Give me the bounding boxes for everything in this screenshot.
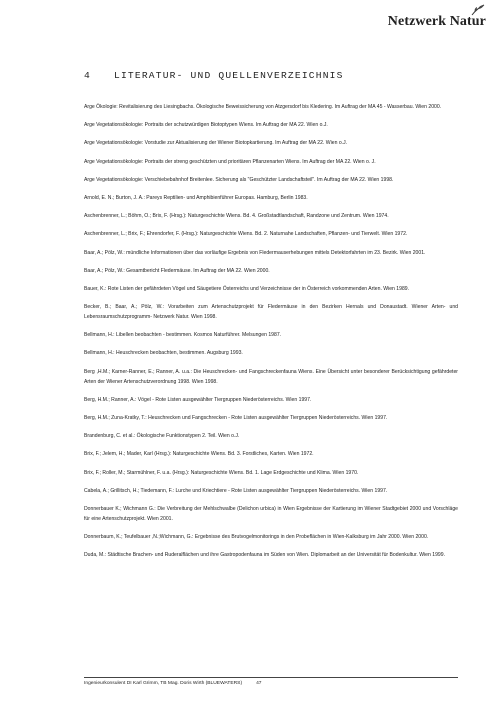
reference-entry: Bauer, K.: Rote Listen der gefährdeten Vögel und Säugetiere Österreichs und Verzeichnisse der in Österreich vorkommenden Arten. Wien 1989.	[84, 285, 410, 292]
reference-entry: Becker, B.; Baar, A.; Pölz, W.: Vorarbeiten zum Artenschutzprojekt für Fledermäuse in den Bezirken Hernals und Donaustadt. Wiener Arten- und Lebensraumschutzprogramm- Netzwerk Natur. Wien 1998.	[84, 304, 458, 321]
reference-entry: Arge Vegetationsökologie: Portraits der schutzwürdigen Biotoptypen Wiens. Im Auftrag der MA 22. Wien o.J.	[84, 122, 328, 129]
reference-entry: Baar, A.; Pölz, W.: Gesamtbericht Fledermäuse. Im Auftrag der MA 22. Wien 2000.	[84, 267, 270, 274]
logo-text: Netzwerk Natur	[387, 14, 486, 29]
reference-entry: Arnold, E. N.; Burton, J. A.: Pareys Reptilien- und Amphibienführer Europas. Hamburg, Berlin 1983.	[84, 194, 308, 201]
section-heading	[84, 70, 344, 81]
reference-entry: Berg ,H.M.; Karner-Ranner, E.; Ranner, A. u.a.: Die Heuschrecken- und Fangschreckenfauna Wiens. Eine Übersicht unter besonderer Berücksichtigung gefährdeter Arten der Wiener Artenschutzverordnung 1998. Wien 1998.	[84, 368, 458, 385]
reference-entry: Bellmann, H.: Libellen beobachten - bestimmen. Kosmos Naturführer. Melsungen 1987.	[84, 332, 282, 339]
section-title: LITERATUR- UND QUELLENVERZEICHNIS	[114, 70, 344, 81]
reference-entry: Brandenburg, C. et al.: Ökologische Funktionstypen 2. Teil. Wien o.J.	[84, 433, 240, 440]
reference-entry: Donnerbauer K.; Wichmann G.: Die Verbreitung der Mehlschwalbe (Delichon urbica) in Wien Ergebnisse der Kartierung im Wiener Stadtgebiet 2000 und Vorschläge für eine Artenschutzprojekt. Wien 2001.	[84, 505, 458, 522]
reference-entry: Aschenbrenner, L.; Brix, F.; Ehrendorfer, F. (Hrsg.): Naturgeschichte Wiens. Bd. 2. Naturnahe Landschaften, Pflanzen- und Tierwelt. Wien 1972.	[84, 231, 408, 238]
reference-entry: Duda, M.: Städtische Brachen- und Ruderalflächen und ihre Gastropodenfauna im Süden von Wien. Diplomarbeit an der Universität für Bodenkultur. Wien 1999.	[84, 552, 446, 559]
reference-entry: Donnerbaum, K.; Teufelbauer ,N.;Wichmann, G.: Ergebnisse des Brutvogelmonitorings in den Probeflächen in Wien-Kalksburg im Jahr 2000. Wien 2000.	[84, 534, 429, 541]
reference-entry: Arge Vegetationsökologie: Portraits der streng geschützten und prioritären Pflanzenarten Wiens. Im Auftrag der MA 22. Wien o. J.	[84, 158, 376, 165]
page-footer	[84, 677, 458, 686]
page-number: 47	[256, 681, 262, 686]
reference-entry: Arge Vegetationsökologie: Vorstudie zur Aktualisierung der Wiener Biotopkartierung. Im Auftrag der MA 22. Wien o.J.	[84, 140, 348, 147]
reference-entry: Brix, F.; Jelem, H.; Mader, Karl (Hrsg.): Naturgeschichte Wiens. Bd. 3. Forstliches, Karten. Wien 1972.	[84, 451, 314, 458]
footer-credit: Ingenieurkonsulent DI Karl Grimm, TB Mag. Doris Wirth (BLUEWATERS)	[84, 681, 243, 686]
reference-entry: Berg, H.M.; Zuna-Kratky, T.: Heuschrecken und Fangschrecken - Rote Listen ausgewählter Tiergruppen Niederösterreichs. Wien 1997.	[84, 415, 388, 421]
leaf-icon	[470, 3, 486, 17]
reference-entry: Arge Ökologie: Revitalisierung des Liesingbachs. Ökologische Beweissicherung von Atzgersdorf bis Kledering. Im Auftrag der MA 45 - Wasserbau. Wien 2000.	[84, 104, 442, 110]
reference-entry: Brix, F.; Roller, M.; Starmühlner, F. u.a. (Hrsg.): Naturgeschichte Wiens. Bd. 1. Lage Erdgeschichte und Klima. Wien 1970.	[84, 469, 359, 476]
reference-entry: Berg, H.M.; Ranner, A.: Vögel - Rote Listen ausgewählter Tiergruppen Niederösterreichs. Wien 1997.	[84, 396, 312, 403]
reference-entry: Aschenbrenner, L.; Böhm, O.; Brix, F. (Hrsg.): Naturgeschichte Wiens. Bd. 4. Großstadtlandschaft, Randzone und Zentrum. Wien 1974.	[84, 213, 389, 220]
reference-entry: Baar, A.; Pölz, W.: mündliche Informationen über das vorläufige Ergebnis von Fledermauserhebungen mittels Detektorfahrten im 23. Bezirk. Wien 2001.	[84, 249, 426, 256]
reference-entry: Arge Vegetationsökologie: Verschiebebahnhof Breitenlee. Sicherung als "Geschützter Landschaftsteil". Im Auftrag der MA 22. Wien 1998.	[84, 176, 394, 183]
reference-list	[84, 102, 458, 569]
section-number: 4	[84, 70, 91, 81]
netzwerk-natur-logo	[388, 14, 486, 30]
reference-entry: Bellmann, H.: Heuschrecken beobachten, bestimmen. Augsburg 1993.	[84, 350, 243, 357]
reference-entry: Cabela, A.; Grillitsch, H.; Tiedemann, F.: Lurche und Kriechtiere - Rote Listen ausgewählter Tiergruppen Niederösterreichs. Wien 1997.	[84, 487, 388, 494]
